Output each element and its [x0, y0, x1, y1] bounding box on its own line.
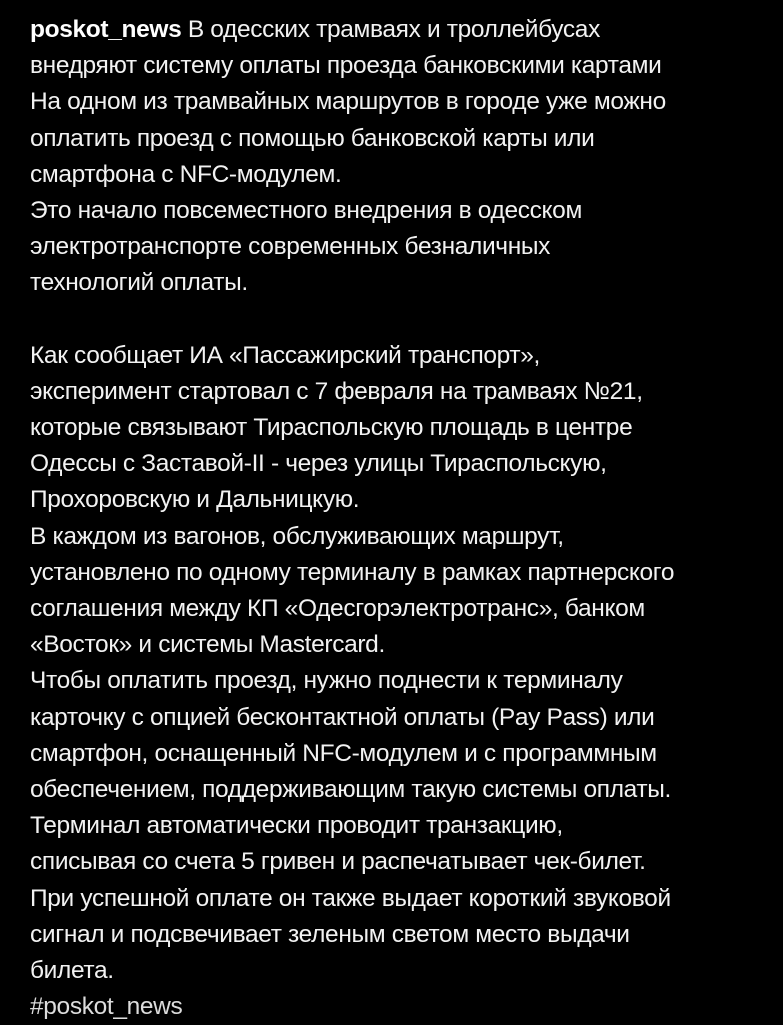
username-link[interactable]: poskot_news [30, 16, 182, 43]
caption-text-line: Это начало повсеместного внедрения в одесском [30, 197, 582, 225]
caption-text-line: установлено по одному терминалу в рамках партнерского [30, 558, 675, 586]
caption-text-line: которые связывают Тираспольскую площадь в центре [30, 414, 633, 442]
caption-text-line: Чтобы оплатить проезд, нужно поднести к терминалу [30, 667, 623, 695]
hashtag-link[interactable]: #poskot_news [30, 993, 183, 1021]
caption-text-line: Терминал автоматически проводит транзакцию, [30, 812, 563, 840]
caption-text-line: смартфон, оснащенный NFC-модулем и с программным [30, 739, 657, 767]
caption-text-line: сигнал и подсвечивает зеленым светом место выдачи [30, 920, 630, 948]
caption-first-line [30, 12, 780, 48]
caption-text-line: оплатить проезд с помощью банковской карты или [30, 124, 595, 152]
caption-text-line: При успешной оплате он также выдает короткий звуковой [30, 884, 671, 912]
caption-text-line: электротранспорте современных безналичных [30, 233, 551, 261]
caption-text-line: «Восток» и системы Mastercard. [30, 631, 385, 659]
caption-text-line: соглашения между КП «Одесгорэлектротранс», банком [30, 595, 645, 623]
caption-text-line: На одном из трамвайных маршрутов в городе уже можно [30, 88, 666, 116]
caption-text-line: внедряют систему оплаты проезда банковскими картами [30, 52, 662, 80]
caption-text-line: Прохоровскую и Дальницкую. [30, 486, 360, 514]
caption-text-line: обеспечением, поддерживающим такую системы оплаты. [30, 776, 671, 804]
caption-text-line: технологий оплаты. [30, 269, 248, 297]
post-caption [30, 12, 780, 1025]
caption-text-line: списывая со счета 5 гривен и распечатывает чек-билет. [30, 848, 646, 876]
caption-text-line: В каждом из вагонов, обслуживающих маршрут, [30, 522, 564, 550]
caption-text-line: эксперимент стартовал с 7 февраля на трамваях №21, [30, 377, 643, 405]
caption-text-line: билета. [30, 957, 114, 985]
caption-text-line: Как сообщает ИА «Пассажирский транспорт», [30, 341, 540, 369]
caption-text-line: В одесских трамваях и троллейбусах [181, 16, 600, 43]
paragraph-spacer [30, 302, 780, 338]
caption-text-line: смартфона с NFC-модулем. [30, 160, 342, 188]
caption-text-line: Одессы с Заставой-II - через улицы Тираспольскую, [30, 450, 607, 478]
caption-text-line: карточку с опцией бесконтактной оплаты (Pay Pass) или [30, 703, 655, 731]
